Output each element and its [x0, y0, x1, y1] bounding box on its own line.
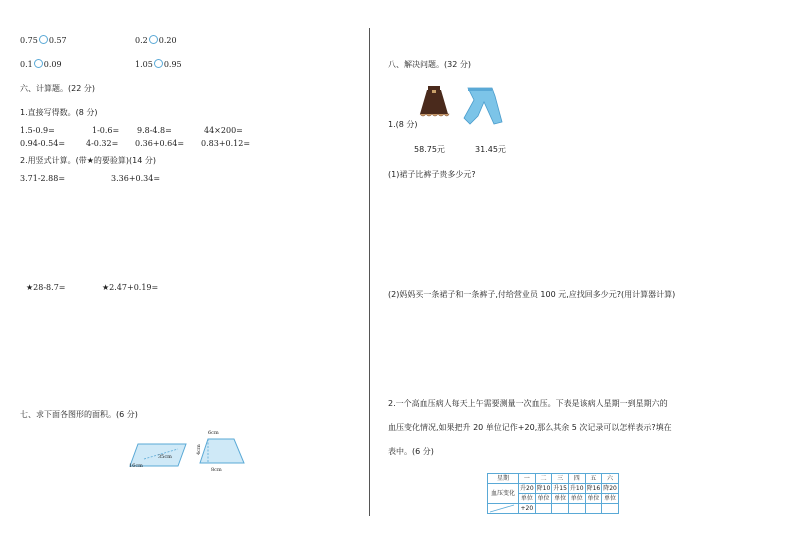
- answer-cell[interactable]: [535, 504, 552, 514]
- table-cell: 单位: [602, 494, 619, 504]
- vertical-calc-item: 3.36+0.34=: [111, 174, 161, 183]
- table-cell: 降20: [603, 485, 617, 492]
- q2-text: 表中。(6 分): [388, 447, 434, 456]
- calc-item: 0.36+0.64=: [135, 139, 185, 148]
- q1-sub1: (1)裙子比裤子贵多少元?: [388, 170, 476, 179]
- q1-title: 1.直接写得数。(8 分): [20, 108, 98, 117]
- vertical-calc-item: ★2.47+0.19=: [102, 283, 159, 292]
- table-cell: 单位: [585, 494, 602, 504]
- q1-label: 1.(8 分): [388, 120, 418, 129]
- skirt-image: [417, 84, 451, 124]
- blank-circle[interactable]: [154, 59, 163, 68]
- section-8-title: 八、解决问题。(32 分): [388, 60, 471, 69]
- table-header-cell: 二: [535, 474, 552, 484]
- table-header-cell: 一: [519, 474, 536, 484]
- calc-item: 9.8-4.8=: [137, 126, 172, 135]
- row-label-diagonal: [488, 504, 519, 514]
- column-divider: [369, 28, 370, 516]
- fig2-label: 8cm: [211, 467, 222, 473]
- compare-item: 1.05 0.95: [135, 60, 182, 69]
- q2-text: 2.一个高血压病人每天上午需要测量一次血压。下表是该病人星期一到星期六的: [388, 399, 668, 408]
- calc-item: 0.94-0.54=: [20, 139, 66, 148]
- table-cell: 单位: [519, 494, 536, 504]
- calc-item: 44×200=: [204, 126, 243, 135]
- table-cell: 单位: [535, 494, 552, 504]
- section-6-title: 六、计算题。(22 分): [20, 84, 95, 93]
- compare-item: 0.2 0.20: [135, 36, 177, 45]
- skirt-price: 58.75元: [414, 145, 445, 154]
- table-cell: 升15: [553, 485, 567, 492]
- table-cell: 升20: [520, 485, 534, 492]
- answer-cell[interactable]: [568, 504, 585, 514]
- shapes-figure: [128, 425, 258, 475]
- calc-item: 0.83+0.12=: [201, 139, 251, 148]
- calc-item: 1-0.6=: [92, 126, 120, 135]
- table-header-row: [488, 474, 619, 484]
- diagonal-line: [488, 504, 516, 513]
- row-label: 血压变化: [488, 484, 519, 504]
- blank-circle[interactable]: [39, 35, 48, 44]
- fig1-label: 35cm: [158, 454, 172, 460]
- compare-item: 0.1 0.09: [20, 60, 62, 69]
- blood-pressure-table: [487, 473, 619, 514]
- section-7-title: 七、求下面各图形的面积。(6 分): [20, 410, 138, 419]
- answer-cell: +20: [520, 505, 534, 512]
- parallelogram-shape: [200, 439, 244, 463]
- q1-sub2: (2)妈妈买一条裙子和一条裤子,付给营业员 100 元,应找回多少元?(用计算器计算): [388, 290, 676, 299]
- fig2-label: 4cm: [196, 444, 202, 455]
- calc-item: 4-0.32=: [86, 139, 119, 148]
- fig2-label: 6cm: [208, 430, 219, 436]
- q2-text: 血压变化情况,如果把升 20 单位记作+20,那么其余 5 次记录可以怎样表示?填在: [388, 423, 672, 432]
- blank-circle[interactable]: [149, 35, 158, 44]
- table-row: [488, 504, 619, 514]
- table-row: [488, 484, 619, 494]
- table-cell: 单位: [552, 494, 569, 504]
- q2-title: 2.用竖式计算。(带★的要验算)(14 分): [20, 156, 157, 165]
- table-header-cell: 三: [552, 474, 569, 484]
- table-header-cell: 五: [585, 474, 602, 484]
- vertical-calc-item: 3.71-2.88=: [20, 174, 66, 183]
- fig1-label: 16cm: [129, 463, 143, 469]
- vertical-calc-item: ★28-8.7=: [26, 283, 66, 292]
- calc-item: 1.5-0.9=: [20, 126, 55, 135]
- table-cell: 升10: [569, 485, 584, 492]
- table-header-cell: 星期: [488, 474, 519, 484]
- compare-item: 0.75 0.57: [20, 36, 67, 45]
- pants-price: 31.45元: [475, 145, 506, 154]
- pants-image: [462, 86, 504, 126]
- answer-cell[interactable]: [585, 504, 602, 514]
- table-cell: 降16: [586, 485, 601, 492]
- table-cell: 单位: [568, 494, 585, 504]
- table-header-cell: 四: [568, 474, 585, 484]
- answer-cell[interactable]: [552, 504, 569, 514]
- blank-circle[interactable]: [34, 59, 43, 68]
- answer-cell[interactable]: [602, 504, 619, 514]
- table-header-cell: 六: [602, 474, 619, 484]
- table-cell: 降10: [536, 485, 551, 492]
